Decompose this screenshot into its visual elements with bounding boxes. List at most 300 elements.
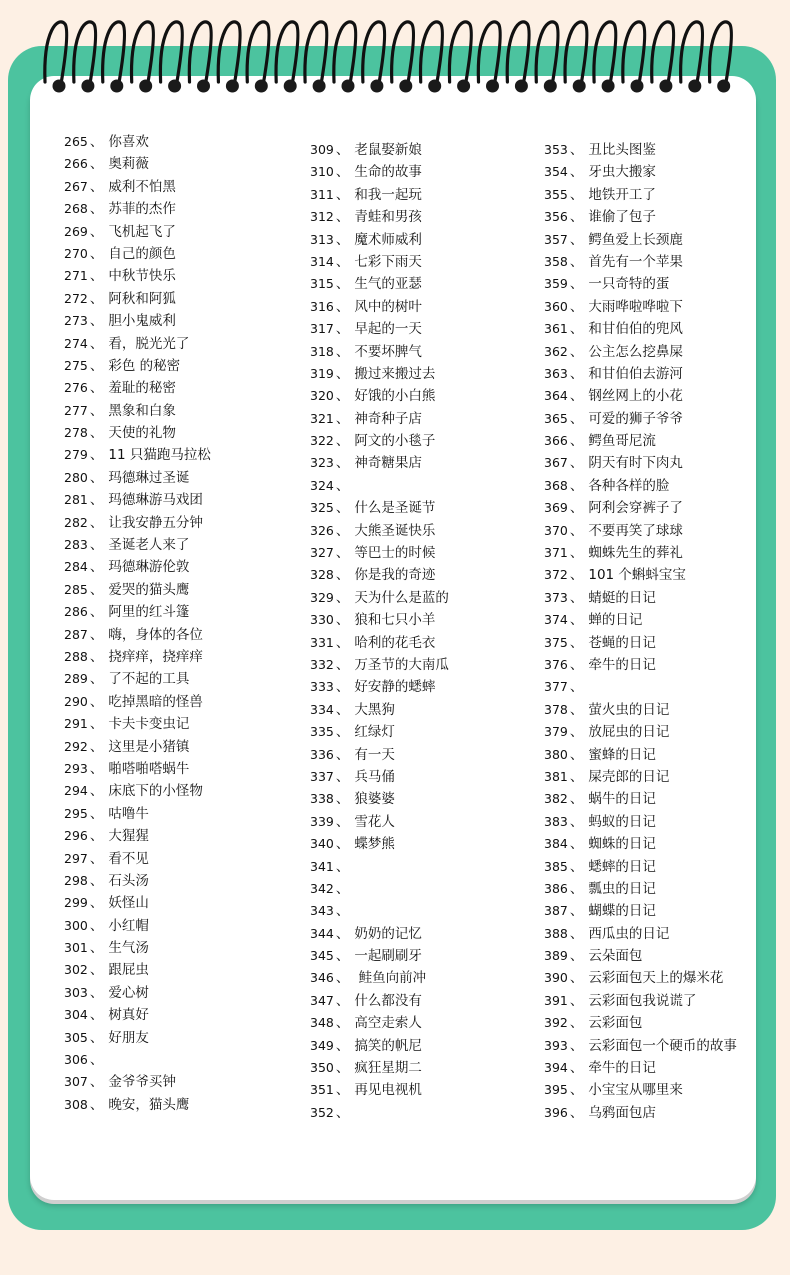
item-number: 278 [64,425,88,441]
book-list-item [544,676,737,698]
item-separator: 、 [335,343,350,360]
item-title: 蜻蜓的日记 [588,589,656,606]
item-number: 302 [64,962,88,978]
item-number: 392 [544,1015,568,1031]
item-separator: 、 [335,836,350,853]
item-title: 一起刷刷牙 [354,948,422,965]
item-separator: 、 [335,1104,350,1121]
item-number: 273 [64,313,88,329]
item-number: 340 [310,836,334,852]
book-list-item [310,296,449,318]
item-title: 嗨，身体的各位 [108,626,203,643]
item-title: 蜗牛的日记 [588,791,656,808]
item-number: 349 [310,1037,334,1053]
item-title: 玛德琳游马戏团 [108,492,203,509]
item-title: 万圣节的大南瓜 [354,656,449,673]
item-title: 大熊圣诞快乐 [354,522,436,539]
item-number: 363 [544,365,568,381]
book-list-item [544,161,737,183]
item-number: 339 [310,813,334,829]
binding-hole [110,80,123,93]
item-number: 266 [64,156,88,172]
item-number: 328 [310,567,334,583]
item-number: 320 [310,388,334,404]
item-separator: 、 [569,679,584,696]
binding-hole [659,80,672,93]
book-list-item [64,310,211,332]
item-separator: 、 [335,970,350,987]
item-separator: 、 [89,559,104,576]
item-separator: 、 [335,186,350,203]
item-separator: 、 [569,992,584,1009]
book-list-item [544,967,737,989]
item-separator: 、 [89,1074,104,1091]
item-separator: 、 [569,880,584,897]
item-number: 388 [544,925,568,941]
book-list-item [310,475,449,497]
book-list-item [64,848,211,870]
item-separator: 、 [89,469,104,486]
binding-hole [139,80,152,93]
book-list-item [310,878,449,900]
item-number: 379 [544,724,568,740]
book-list-item [310,542,449,564]
item-title: 咕噜牛 [108,805,149,822]
book-list-item [310,744,449,766]
book-list-item [310,699,449,721]
book-list-item [310,721,449,743]
item-number: 380 [544,746,568,762]
book-list-item [64,444,211,466]
item-title: 神奇种子店 [354,410,422,427]
book-list-item [64,467,211,489]
item-title: 阿秋和阿狐 [108,290,176,307]
item-title: 树真好 [108,1007,149,1024]
item-number: 389 [544,948,568,964]
book-list-item [64,668,211,690]
spiral-ring [421,22,443,84]
item-number: 299 [64,895,88,911]
binding-hole [428,80,441,93]
item-separator: 、 [335,209,350,226]
book-list-item [544,206,737,228]
binding-hole [717,80,730,93]
book-list-item [544,542,737,564]
binding-hole [53,80,66,93]
item-title: 乌鸦面包店 [588,1104,656,1121]
item-number: 341 [310,858,334,874]
item-number: 343 [310,903,334,919]
book-list-item [544,497,737,519]
book-list-item [64,1027,211,1049]
book-list-item [310,967,449,989]
book-list-item [64,803,211,825]
book-list-item [64,176,211,198]
item-number: 353 [544,142,568,157]
spiral-ring [710,22,732,84]
item-number: 309 [310,142,334,157]
item-number: 285 [64,581,88,597]
book-list-item [310,766,449,788]
book-list-item [64,1004,211,1026]
item-title: 等巴士的时候 [354,545,436,562]
item-number: 329 [310,589,334,605]
item-title: 生气汤 [108,940,149,957]
item-separator: 、 [569,186,584,203]
item-title: 和甘伯伯去游河 [588,365,683,382]
item-title: 玛德琳游伦敦 [108,559,190,576]
book-list-item [544,475,737,497]
item-title: 爱哭的猫头鹰 [108,581,190,598]
item-title: 天为什么是蓝的 [354,589,449,606]
item-number: 338 [310,791,334,807]
item-title: 卡夫卡变虫记 [108,716,190,733]
item-separator: 、 [335,925,350,942]
item-title: 奥莉薇 [108,156,149,173]
item-separator: 、 [335,455,350,472]
book-list-item [544,856,737,878]
item-title: 高空走索人 [354,1015,422,1032]
book-list-item [544,699,737,721]
item-title: 中秋节快乐 [108,268,176,285]
book-list-item [64,1071,211,1093]
item-number: 318 [310,343,334,359]
item-separator: 、 [89,156,104,173]
item-title: 大雨哗啦哗啦下 [588,298,683,315]
binding-hole [631,80,644,93]
item-separator: 、 [335,858,350,875]
item-number: 319 [310,365,334,381]
item-title: 阿文的小毯子 [354,433,436,450]
item-number: 282 [64,514,88,530]
spiral-ring [363,22,385,84]
item-separator: 、 [89,626,104,643]
book-list-item [64,355,211,377]
item-separator: 、 [569,545,584,562]
item-number: 348 [310,1015,334,1031]
item-title: 大猩猩 [108,828,149,845]
item-title: 蝉的日记 [588,612,643,629]
item-separator: 、 [89,380,104,397]
item-separator: 、 [335,1060,350,1077]
book-list-item [64,870,211,892]
item-separator: 、 [335,992,350,1009]
item-number: 305 [64,1029,88,1045]
item-number: 280 [64,469,88,485]
item-separator: 、 [569,343,584,360]
book-list-item [310,452,449,474]
book-list-item [64,892,211,914]
item-number: 334 [310,701,334,717]
item-separator: 、 [569,612,584,629]
item-number: 315 [310,276,334,292]
item-separator: 、 [335,276,350,293]
binding-hole [457,80,470,93]
item-title: 牵牛的日记 [588,1060,656,1077]
book-list-column-1 [64,131,211,1116]
item-separator: 、 [335,612,350,629]
item-separator: 、 [569,321,584,338]
item-title: 鳄鱼爱上长颈鹿 [588,231,683,248]
book-list-item [544,430,737,452]
spiral-ring [189,22,211,84]
item-separator: 、 [89,805,104,822]
item-number: 352 [310,1104,334,1120]
item-title: 好朋友 [108,1029,149,1046]
item-separator: 、 [335,724,350,741]
item-number: 396 [544,1104,568,1120]
book-list-item [310,1057,449,1079]
spiral-ring [594,22,616,84]
book-list-item [310,654,449,676]
item-separator: 、 [335,1082,350,1099]
item-separator: 、 [335,477,350,494]
book-list-item [64,825,211,847]
book-list-item [64,915,211,937]
book-list-item [544,788,737,810]
item-number: 367 [544,455,568,471]
item-number: 271 [64,268,88,284]
item-number: 293 [64,760,88,776]
item-number: 364 [544,388,568,404]
item-title: 蟋蟀的日记 [588,858,656,875]
item-number: 390 [544,970,568,986]
item-separator: 、 [89,962,104,979]
item-separator: 、 [89,693,104,710]
book-list-item [544,587,737,609]
item-title: 魔术师威利 [354,231,422,248]
item-title: 公主怎么挖鼻屎 [588,343,683,360]
book-list-item [64,534,211,556]
item-title: 你喜欢 [108,134,149,150]
item-separator: 、 [89,514,104,531]
item-title: 101 个蝌蚪宝宝 [588,567,686,584]
item-title: 胆小鬼威利 [108,313,176,330]
item-separator: 、 [335,142,350,158]
book-list-item [544,564,737,586]
book-list-item [64,982,211,1004]
binding-hole [197,80,210,93]
item-separator: 、 [569,656,584,673]
item-separator: 、 [569,1104,584,1121]
item-title: 鲑鱼向前冲 [354,970,427,987]
item-number: 385 [544,858,568,874]
item-separator: 、 [569,164,584,181]
item-title: 大黑狗 [354,701,395,718]
item-title: 看不见 [108,850,149,867]
item-title: 跟屁虫 [108,962,149,979]
book-list-item [544,923,737,945]
item-title: 蚂蚁的日记 [588,813,656,830]
item-title: 飞机起飞了 [108,223,176,240]
spiral-ring [565,22,587,84]
item-separator: 、 [89,402,104,419]
item-separator: 、 [569,410,584,427]
book-list-item [64,265,211,287]
item-title: 不要再笑了球球 [588,522,683,539]
item-separator: 、 [569,746,584,763]
book-list-item [310,1102,449,1124]
spiral-ring [681,22,703,84]
item-number: 284 [64,559,88,575]
item-separator: 、 [569,724,584,741]
item-separator: 、 [569,567,584,584]
item-title: 和我一起玩 [354,186,422,203]
item-title: 各种各样的脸 [588,477,670,494]
item-separator: 、 [89,940,104,957]
item-title: 挠痒痒，挠痒痒 [108,648,203,665]
item-separator: 、 [89,895,104,912]
item-title: 红绿灯 [354,724,395,741]
item-title: 一只奇特的蛋 [588,276,670,293]
item-separator: 、 [569,701,584,718]
spiral-binding [0,0,790,110]
item-number: 347 [310,992,334,1008]
item-number: 345 [310,948,334,964]
item-number: 290 [64,693,88,709]
book-list-item [310,564,449,586]
item-separator: 、 [335,410,350,427]
item-title: 好安静的蟋蟀 [354,679,436,696]
item-title: 玛德琳过圣诞 [108,469,190,486]
item-title: 云彩面包一个硬币的故事 [588,1037,737,1054]
item-number: 371 [544,545,568,561]
book-list-item [544,632,737,654]
spiral-ring [623,22,645,84]
item-separator: 、 [569,1082,584,1099]
item-number: 288 [64,648,88,664]
book-list-item [544,990,737,1012]
item-title: 神奇糖果店 [354,455,422,472]
spiral-ring [218,22,240,84]
item-number: 277 [64,402,88,418]
item-separator: 、 [569,589,584,606]
book-list-item [544,452,737,474]
item-title: 蜘蛛先生的葬礼 [588,545,683,562]
item-number: 366 [544,433,568,449]
binding-hole [544,80,557,93]
book-list-item [310,587,449,609]
item-separator: 、 [569,433,584,450]
item-title: 雪花人 [354,813,395,830]
item-number: 297 [64,850,88,866]
book-list-item [64,691,211,713]
item-separator: 、 [89,783,104,800]
item-title: 彩色 的秘密 [108,357,181,374]
item-title: 小宝宝从哪里来 [588,1082,683,1099]
spiral-ring [305,22,327,84]
item-separator: 、 [569,925,584,942]
item-number: 317 [310,321,334,337]
binding-hole [168,80,181,93]
item-title: 放屁虫的日记 [588,724,670,741]
item-number: 324 [310,477,334,493]
book-list-item [310,990,449,1012]
item-number: 357 [544,231,568,247]
book-list-item [310,1035,449,1057]
book-list-item [64,512,211,534]
item-separator: 、 [89,1096,104,1113]
item-number: 376 [544,656,568,672]
item-title: 云朵面包 [588,948,643,965]
item-title: 老鼠娶新娘 [354,142,422,158]
item-number: 351 [310,1082,334,1098]
item-number: 296 [64,828,88,844]
item-separator: 、 [335,365,350,382]
item-number: 274 [64,335,88,351]
book-list-item [310,923,449,945]
item-title: 瓢虫的日记 [588,880,656,897]
item-separator: 、 [335,1015,350,1032]
item-separator: 、 [89,872,104,889]
item-separator: 、 [569,1015,584,1032]
binding-hole [313,80,326,93]
book-list-item [544,811,737,833]
item-number: 337 [310,768,334,784]
item-number: 394 [544,1060,568,1076]
book-list-item [544,318,737,340]
item-title: 啪嗒啪嗒蜗牛 [108,760,190,777]
item-title: 苍蝇的日记 [588,634,656,651]
item-number: 321 [310,410,334,426]
item-separator: 、 [569,231,584,248]
book-list-item [544,139,737,161]
item-number: 275 [64,357,88,373]
book-list-item [544,1057,737,1079]
item-number: 268 [64,201,88,217]
item-number: 303 [64,984,88,1000]
item-separator: 、 [89,268,104,285]
item-number: 295 [64,805,88,821]
book-list-item [64,400,211,422]
item-title: 丑比头图鉴 [588,142,656,158]
spiral-ring [103,22,125,84]
item-separator: 、 [335,768,350,785]
item-number: 354 [544,164,568,180]
book-list-item [544,654,737,676]
item-separator: 、 [89,850,104,867]
item-title: 晚安，猫头鹰 [108,1096,190,1113]
item-number: 308 [64,1096,88,1112]
item-number: 350 [310,1060,334,1076]
book-list-item [310,609,449,631]
book-list-item [544,520,737,542]
item-number: 286 [64,604,88,620]
book-list-item [310,811,449,833]
item-separator: 、 [335,545,350,562]
book-list-item [64,131,211,153]
item-number: 342 [310,880,334,896]
item-separator: 、 [335,164,350,181]
item-number: 276 [64,380,88,396]
book-list-item [544,766,737,788]
book-list-item [544,1035,737,1057]
book-list-item [64,489,211,511]
item-number: 368 [544,477,568,493]
item-number: 287 [64,626,88,642]
item-number: 283 [64,537,88,553]
book-list-item [310,497,449,519]
book-list-item [310,945,449,967]
item-separator: 、 [335,791,350,808]
book-list-item [310,229,449,251]
item-separator: 、 [335,679,350,696]
item-separator: 、 [335,500,350,517]
item-separator: 、 [569,500,584,517]
book-list-item [64,221,211,243]
book-list-item [64,713,211,735]
spiral-ring [74,22,96,84]
